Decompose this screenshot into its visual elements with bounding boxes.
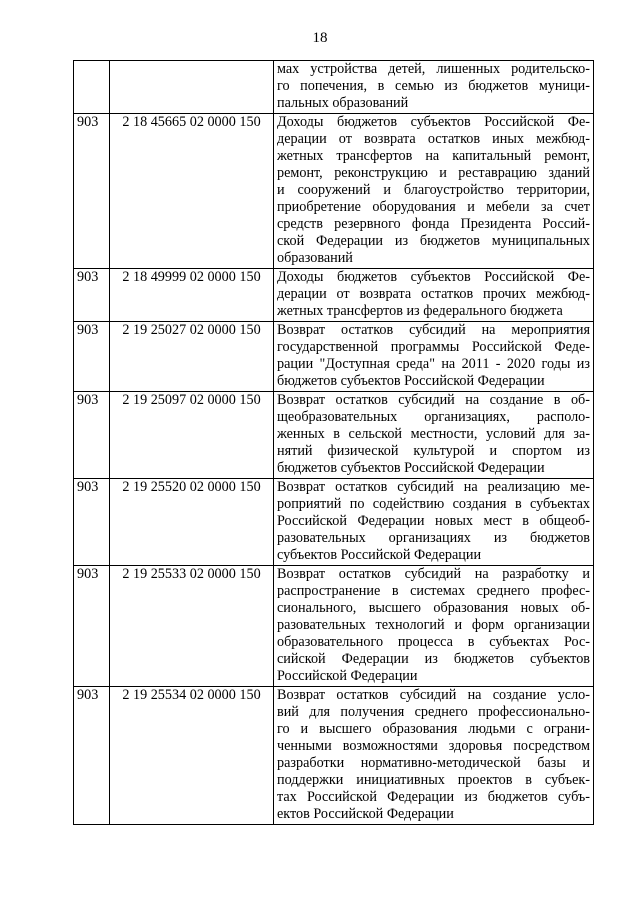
revenue-name-line: вий для получения среднего профессионально- [277, 704, 590, 720]
revenue-name-line: образований [277, 250, 353, 266]
page-number: 18 [312, 30, 328, 46]
table-row [74, 61, 594, 114]
budget-code-cell: 2 18 49999 02 0000 150 [110, 269, 274, 322]
revenue-name-line: бюджетов субъектов Российской Федерации [277, 460, 545, 476]
revenue-name-line: женных в сельской местности, условий для за- [277, 426, 590, 442]
revenue-name-line: Доходы бюджетов субъектов Российской Фе- [277, 269, 590, 285]
revenue-name-line: го попечения, в семью из бюджетов муници- [277, 78, 590, 94]
revenue-name-line: разработки нормативно-методической базы и [277, 755, 590, 771]
revenue-name-line: сионального, высшего образования новых об- [277, 600, 590, 616]
revenue-name-line: Доходы бюджетов субъектов Российской Фе- [277, 114, 590, 130]
revenue-name-line: го и высшего образования людьми с ограни- [277, 721, 590, 737]
revenue-name-line: Возврат остатков субсидий на реализацию ме- [277, 479, 590, 495]
revenue-name-line: мах устройства детей, лишенных родительско- [277, 61, 590, 77]
revenue-name-line: Возврат остатков субсидий на создание в об- [277, 392, 590, 408]
table-row [74, 479, 594, 566]
revenue-name-line: приобретение оборудования и мебели за счет [277, 199, 590, 215]
budget-code-cell: 2 19 25520 02 0000 150 [110, 479, 274, 566]
revenue-name-line: Возврат остатков субсидий на создание усло- [277, 687, 590, 703]
budget-code-cell: 2 18 45665 02 0000 150 [110, 114, 274, 269]
admin-code-cell: 903 [74, 687, 110, 825]
admin-code-cell: 903 [74, 479, 110, 566]
revenue-name-line: разовательных организациях из бюджетов [277, 530, 590, 546]
revenue-name-line: Возврат остатков субсидий на разработку и [277, 566, 590, 582]
revenue-name-cell [274, 61, 594, 114]
revenue-name-line: государственной программы Российской Феде- [277, 339, 590, 355]
revenue-name-cell [274, 269, 594, 322]
admin-code-cell: 903 [74, 269, 110, 322]
revenue-name-cell [274, 566, 594, 687]
revenue-name-line: субъектов Российской Федерации [277, 547, 482, 563]
admin-code-cell: 903 [74, 392, 110, 479]
revenue-name-line: ченными возможностями здоровья посредством [277, 738, 590, 754]
revenue-name-line: разовательных технологий и форм организации [277, 617, 590, 633]
admin-code-cell: 903 [74, 114, 110, 269]
revenue-name-line: поддержки инициативных проектов в субъек- [277, 772, 590, 788]
table-row [74, 322, 594, 392]
revenue-name-cell [274, 687, 594, 825]
budget-code-cell [110, 61, 274, 114]
table-row [74, 392, 594, 479]
table-row [74, 566, 594, 687]
table-row [74, 687, 594, 825]
revenue-name-line: распространение в системах среднего профес- [277, 583, 590, 599]
revenue-name-line: средств резервного фонда Президента Россий- [277, 216, 590, 232]
budget-code-cell: 2 19 25534 02 0000 150 [110, 687, 274, 825]
table-row [74, 114, 594, 269]
revenue-name-line: пальных образований [277, 95, 409, 111]
revenue-name-line: Российской Федерации новых мест в общеоб- [277, 513, 590, 529]
revenue-name-line: тах Российской Федерации из бюджетов субъ- [277, 789, 590, 805]
revenue-name-line: щеобразовательных организациях, располо- [277, 409, 590, 425]
admin-code-cell: 903 [74, 566, 110, 687]
revenue-name-line: роприятий по содействию создания в субъектах [277, 496, 590, 512]
revenue-name-cell [274, 114, 594, 269]
revenue-name-line: жетных трансфертов из федерального бюджета [277, 303, 563, 319]
admin-code-cell: 903 [74, 322, 110, 392]
revenue-name-line: бюджетов субъектов Российской Федерации [277, 373, 545, 389]
revenue-name-line: сийской Федерации из бюджетов субъектов [277, 651, 590, 667]
revenue-name-line: рации "Доступная среда" на 2011 - 2020 годы из [277, 356, 590, 372]
revenue-name-cell [274, 479, 594, 566]
budget-codes-table [73, 60, 594, 825]
budget-code-cell: 2 19 25533 02 0000 150 [110, 566, 274, 687]
revenue-name-line: ремонт, реконструкцию и реставрацию зданий [277, 165, 590, 181]
revenue-name-line: ектов Российской Федерации [277, 806, 454, 822]
revenue-name-line: ской Федерации из бюджетов муниципальных [277, 233, 590, 249]
admin-code-cell [74, 61, 110, 114]
table-body [74, 61, 594, 825]
revenue-name-cell [274, 392, 594, 479]
budget-code-cell: 2 19 25097 02 0000 150 [110, 392, 274, 479]
revenue-name-line: Российской Федерации [277, 668, 418, 684]
revenue-name-cell [274, 322, 594, 392]
budget-code-cell: 2 19 25027 02 0000 150 [110, 322, 274, 392]
revenue-name-line: дерации от возврата остатков прочих межбюд- [277, 286, 590, 302]
revenue-name-line: и сооружений и благоустройство территории, [277, 182, 590, 198]
revenue-name-line: дерации от возврата остатков иных межбюд- [277, 131, 590, 147]
revenue-name-line: жетных трансфертов на капитальный ремонт, [277, 148, 590, 164]
table-row [74, 269, 594, 322]
revenue-name-line: образовательного процесса в субъектах Рос- [277, 634, 590, 650]
revenue-name-line: нятий физической культурой и спортом из [277, 443, 590, 459]
revenue-name-line: Возврат остатков субсидий на мероприятия [277, 322, 590, 338]
